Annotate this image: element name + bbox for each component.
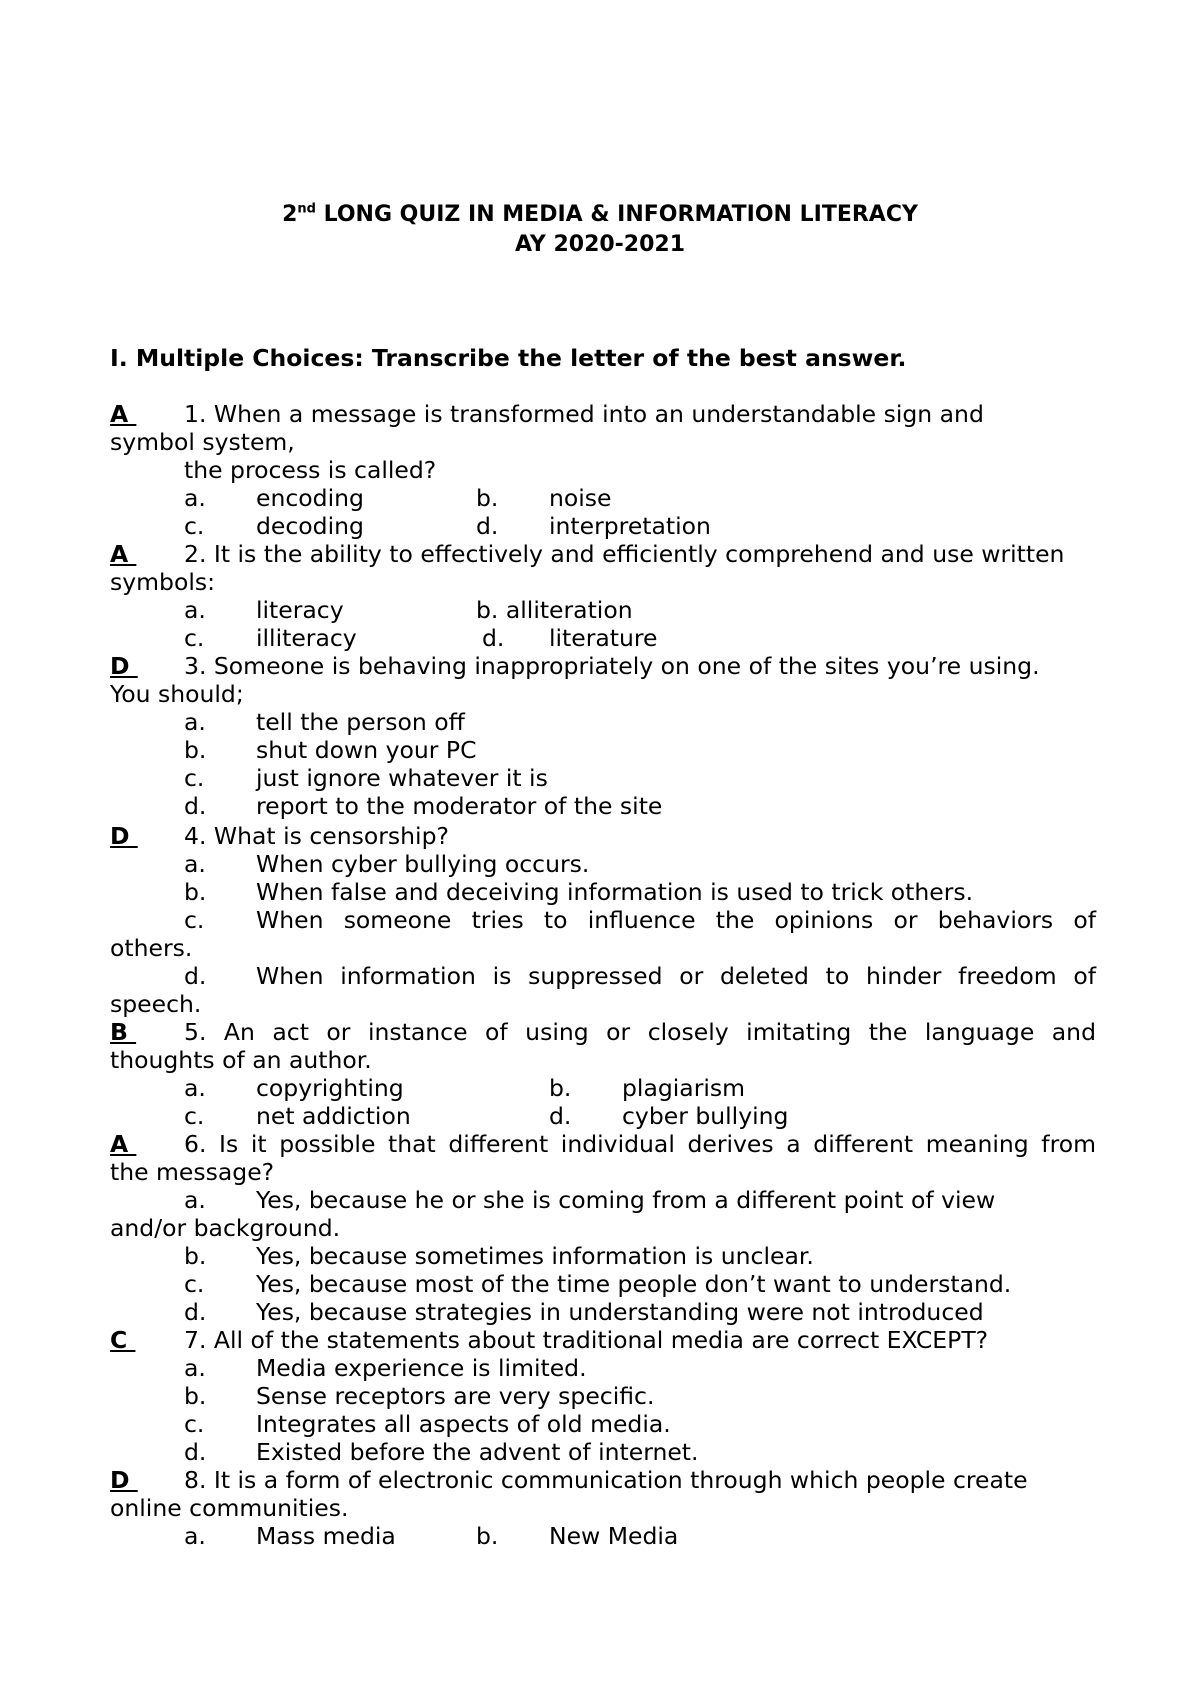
choice-text: New Media <box>549 1522 679 1550</box>
choice-letter: b. <box>184 878 207 906</box>
question-stem: You should; <box>110 680 244 708</box>
answer-key: D <box>110 822 138 850</box>
choice-letter: d. <box>184 792 207 820</box>
choice-letter: d. <box>476 512 499 540</box>
choice-letter: b. <box>184 736 207 764</box>
choice-text-continued: speech. <box>110 990 202 1018</box>
question-stem: 2. It is the ability to effectively and efficiently comprehend and use written <box>184 540 1065 568</box>
choice-letter: b. <box>184 1242 207 1270</box>
question-stem: 1. When a message is transformed into an understandable sign and <box>184 400 984 428</box>
choice-letter: a. <box>184 1354 206 1382</box>
choice-letter: b. <box>476 484 499 512</box>
choice-text: interpretation <box>549 512 711 540</box>
choice-text-continued: and/or background. <box>110 1214 341 1242</box>
choice-text: report to the moderator of the site <box>256 792 663 820</box>
question-stem: symbol system, <box>110 428 295 456</box>
choice-letter: c. <box>184 1270 205 1298</box>
choice-text: b. alliteration <box>476 596 633 624</box>
choice-text: Yes, because most of the time people don’t want to understand. <box>256 1270 1012 1298</box>
choice-letter: c. <box>184 512 205 540</box>
choice-letter: d. <box>184 1298 207 1326</box>
choice-letter: a. <box>184 1074 206 1102</box>
choice-text: literature <box>549 624 658 652</box>
choice-text: shut down your PC <box>256 736 477 764</box>
choice-text: Existed before the advent of internet. <box>256 1438 699 1466</box>
choice-text: literacy <box>256 596 344 624</box>
quiz-title-line1: 2nd LONG QUIZ IN MEDIA & INFORMATION LITERACY <box>282 201 918 227</box>
choice-letter: d. <box>184 962 207 990</box>
answer-key: A <box>110 400 137 428</box>
choice-text: just ignore whatever it is <box>256 764 548 792</box>
question-stem: 7. All of the statements about traditional media are correct EXCEPT? <box>184 1326 989 1354</box>
quiz-title-line2: AY 2020-2021 <box>514 232 686 257</box>
question-stem: 8. It is a form of electronic communication through which people create <box>184 1466 1028 1494</box>
answer-key: D <box>110 652 138 680</box>
choice-text-continued: others. <box>110 934 193 962</box>
choice-letter: c. <box>184 1102 205 1130</box>
choice-text: encoding <box>256 484 364 512</box>
choice-text: Yes, because he or she is coming from a different point of view <box>256 1186 996 1214</box>
choice-letter: c. <box>184 1410 205 1438</box>
choice-letter: a. <box>184 850 206 878</box>
choice-letter: a. <box>184 1522 206 1550</box>
choice-letter: a. <box>184 596 206 624</box>
answer-key: A <box>110 540 137 568</box>
choice-text: noise <box>549 484 612 512</box>
question-stem: the process is called? <box>184 456 437 484</box>
choice-text: Sense receptors are very specific. <box>256 1382 655 1410</box>
choice-text: plagiarism <box>622 1074 746 1102</box>
question-stem: 6. Is it possible that different individual derives a different meaning from <box>184 1130 1096 1158</box>
question-stem: thoughts of an author. <box>110 1046 372 1074</box>
choice-text: When information is suppressed or deleted to hinder freedom of <box>256 962 1096 990</box>
choice-letter: a. <box>184 708 206 736</box>
choice-letter: c. <box>184 906 205 934</box>
question-stem: the message? <box>110 1158 275 1186</box>
choice-text: Media experience is limited. <box>256 1354 587 1382</box>
question-stem: 4. What is censorship? <box>184 822 449 850</box>
choice-text: When cyber bullying occurs. <box>256 850 590 878</box>
choice-letter: d. <box>184 1438 207 1466</box>
choice-text: Integrates all aspects of old media. <box>256 1410 671 1438</box>
choice-letter: a. <box>184 1186 206 1214</box>
choice-text: copyrighting <box>256 1074 404 1102</box>
choice-letter: d. <box>549 1102 572 1130</box>
choice-text: tell the person off <box>256 708 465 736</box>
answer-key: D <box>110 1466 138 1494</box>
choice-letter: a. <box>184 484 206 512</box>
choice-letter: d. <box>482 624 505 652</box>
choice-text: Yes, because strategies in understanding were not introduced <box>256 1298 984 1326</box>
answer-key: C <box>110 1326 136 1354</box>
answer-key: A <box>110 1130 137 1158</box>
choice-letter: b. <box>549 1074 572 1102</box>
choice-letter: b. <box>476 1522 499 1550</box>
question-stem: 3. Someone is behaving inappropriately on one of the sites you’re using. <box>184 652 1040 680</box>
choice-text: cyber bullying <box>622 1102 789 1130</box>
question-stem: online communities. <box>110 1494 349 1522</box>
choice-text: When false and deceiving information is used to trick others. <box>256 878 974 906</box>
choice-text: Mass media <box>256 1522 396 1550</box>
choice-letter: b. <box>184 1382 207 1410</box>
choice-text: Yes, because sometimes information is unclear. <box>256 1242 814 1270</box>
choice-text: net addiction <box>256 1102 411 1130</box>
question-stem: symbols: <box>110 568 216 596</box>
choice-letter: c. <box>184 624 205 652</box>
question-stem: 5. An act or instance of using or closely imitating the language and <box>184 1018 1096 1046</box>
choice-text: illiteracy <box>256 624 357 652</box>
choice-text: When someone tries to influence the opinions or behaviors of <box>256 906 1096 934</box>
choice-letter: c. <box>184 764 205 792</box>
section-heading: I. Multiple Choices: Transcribe the letter of the best answer. <box>110 344 907 372</box>
answer-key: B <box>110 1018 137 1046</box>
choice-text: decoding <box>256 512 364 540</box>
